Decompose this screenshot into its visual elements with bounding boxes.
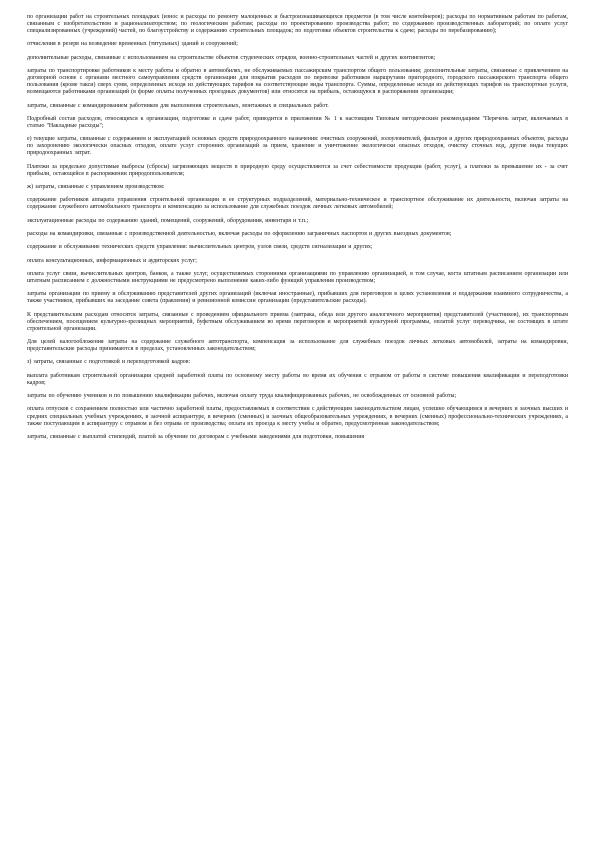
paragraph: расходы на командировки, связанные с производственной деятельностью, включая расходы по оформлению заграничных паспортов и других выездных документов; xyxy=(27,231,452,238)
section-heading: з) затраты, связанные с подготовкой и переподготовкой кадров: xyxy=(27,359,191,366)
paragraph: К представительским расходам относятся затраты, связанные с проведением официального приема (завтрака, обеда или другого аналогичного мероприятия) представителей (участников), их транспортным обеспечением, посещением культурно-зрелищных мероприятий, буфетным обслуживанием во время переговоров и мероприятий культурной программы, оплатой услуг переводчика, не состоящих в штате строительной организации. xyxy=(27,311,568,332)
paragraph: содержание и обслуживание технических средств управления: вычислительных центров, узлов связи, средств сигнализации и других; xyxy=(27,244,373,251)
document-page xyxy=(27,14,568,447)
paragraph: содержание работников аппарата управления строительной организации и ее структурных подразделений, материально-техническое и транспортное обслуживание их деятельности, включая затраты на содержание служебного автомобильного транспорта и компенсацию за использование для служебных поездок личных легковых автомобилей; xyxy=(27,197,568,211)
paragraph: оплата услуг связи, вычислительных центров, банков, а также услуг, осуществляемых сторонними организациями по управлению организацией, в том случае, когта штатным расписанием организации или штатным расписанием с должностными инструкциями не предусмотрено выполнение каких-либо функций управления производством; xyxy=(27,270,568,284)
paragraph: затраты организации по приему и обслуживанию представителей других организаций (включая иностранные), прибывших для переговоров в целях установления и поддержания взаимного сотрудничества, а также участников, прибывших на заседание совета (правления) и ревизионной комиссии организации (представительские расходы). xyxy=(27,291,568,305)
paragraph: эксплуатационные расходы по содержанию зданий, помещений, сооружений, оборудования, инвентаря и т.п.; xyxy=(27,217,309,224)
paragraph: Для целей налогообложения затраты на содержание служебного автотранспорта, компенсация за использование для служебных поездок личных легковых автомобилей, затраты на командировки, представительские расходы принимаются в пределах, установленных законодательством; xyxy=(27,339,568,353)
paragraph: оплата отпусков с сохранением полностью или частично заработной платы, предоставляемых в соответствии с действующим законодательством лицам, успешно обучающимся в вечерних и заочных высших и средних специальных учебных учреждениях, в заочной аспирантуре, в вечерних (сменных) и заочных общеобразовательных учреждениях, в вечерних (сменных) профессионально-технических учреждениях, а также поступающим в аспирантуру с отрывом и без отрыва от производства; оплата их проезда к месту учебы и обратно, предусмотренная законодательством; xyxy=(27,406,568,427)
paragraph: выплата работникам строительной организации средней заработной платы по основному месту работы во время их обучения с отрывом от работы в системе повышения квалификации и переподготовки кадров; xyxy=(27,372,568,386)
paragraph: затраты по обучению учеников и по повышению квалификации рабочих, включая оплату труда квалифицированных рабочих, не освобожденных от основной работы; xyxy=(27,393,457,400)
paragraph: затраты, связанные с командированием работников для выполнения строительных, монтажных и специальных работ. xyxy=(27,102,329,109)
paragraph: отчисления в резерв на возведение временных (титульных) зданий и сооружений; xyxy=(27,41,238,48)
paragraph: е) текущие затраты, связанные с содержанием и эксплуатацией основных средств природоохранного назначения: очистных сооружений, золоуловителей, фильтров и других природоохранных объектов, расходы по захоронению экологически опасных отходов, оплате услуг сторонних организаций за прием, хранение и уничтожение экологически опасных отходов, очистку сточных вод, другие виды текущих природоохранных затрат. xyxy=(27,136,568,157)
paragraph: по организации работ на строительных площадках (износ и расходы по ремонту малоценных и быстроизнашивающихся предметов (в том числе контейнеров); расходы по нормативным работам по работам, связанным с изобретательством и рационализаторством; по геологическим работам; расходы по проектированию производства работ; по содержанию производственных лабораторий; по оплате услуг специализированных (учреждений) частей, по благоустройству и содержанию строительных площадок; по подготовке объектов строительства к сдаче; расходы по перебазированию); xyxy=(27,14,568,35)
paragraph: затраты, связанные с выплатой стипендий, платой за обучение по договорам с учебными заведениями для подготовки, повышения xyxy=(27,433,365,440)
paragraph: Платежи за предельно допустимые выбросы (сбросы) загрязняющих веществ в природную среду осуществляются за счет себестоимости продукции (работ, услуг), а платежи за превышение их - за счет прибыли, остающейся в распоряжении природопользователя; xyxy=(27,163,568,177)
paragraph: Подробный состав расходов, относящихся к организации, подготовке и сдаче работ, приводится в приложении № 1 к настоящим Типовым методическим рекомендациям "Перечень затрат, включаемых в статью "Накладные расходы"; xyxy=(27,115,568,129)
section-heading: ж) затраты, связанные с управлением производством: xyxy=(27,184,165,191)
paragraph: дополнительные расходы, связанные с использованием на строительстве объектов студенческих отрядов, военно-строительных частей и других контингентов; xyxy=(27,54,436,61)
paragraph: оплата консультационных, информационных и аудиторских услуг; xyxy=(27,257,197,264)
paragraph: затраты по транспортировке работников к месту работы и обратно в автомобилях, не обслуживаемых пассажирским транспортом общего пользования; дополнительные затраты, связанные с привлечением на договорной основе с органами местного самоуправления средств организации для покрытия расходов по перевозке работников маршрутами пригородного, городского пассажирского транспорта общего пользования (кроме такси) сверх сумм, определенных исходя из действующих тарифов на соответствующие виды транспорта. Суммы, определенные исходя из действующих тарифов на транспортные услуги, возмещаются работниками организаций (в форме оплаты полученных проездных документов) или относятся на прибыль, остающуюся в распоряжении организации; xyxy=(27,68,568,96)
